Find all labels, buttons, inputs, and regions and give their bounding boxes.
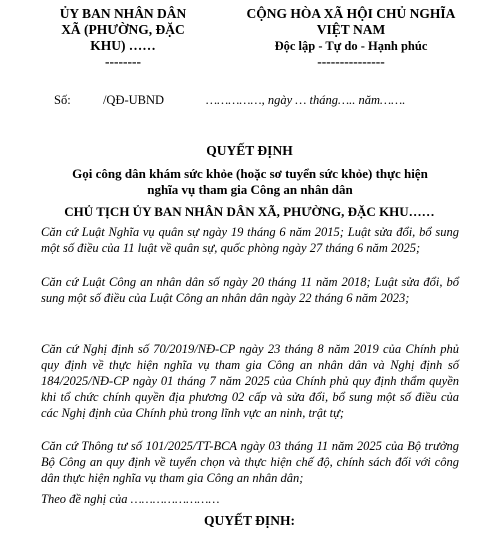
authority-line-3: KHU) …… [90,38,156,53]
legal-basis-paragraph: Căn cứ Thông tư số 101/2025/TT-BCA ngày 03 tháng 11 năm 2025 của Bộ trưởng Bộ Công an quy định về tuyển chọn và thực hiện chế độ, chính sách đối với công dân thực hiện nghĩa vụ tham gia Công an nhân dân; [41,439,459,485]
subject-line-1: Gọi công dân khám sức khỏe (hoặc sơ tuyển sức khỏe) thực hiện [72,166,428,181]
document-title: QUYẾT ĐỊNH [206,143,293,158]
authority-rule: -------- [105,54,141,69]
legal-basis-paragraph: Căn cứ Nghị định số 70/2019/NĐ-CP ngày 23 tháng 8 năm 2019 của Chính phủ quy định về thực hiện nghĩa vụ tham gia Công an nhân dân và Nghị định số 184/2025/NĐ-CP ngày 01 tháng 7 năm 2025 của Chính phủ quy định thẩm quyền khi tổ chức chính quyền địa phương 02 cấp và sửa đổi, bổ sung một số điều của các Nghị định của Chính phủ trong lĩnh vực an ninh, trật tự; [41,342,459,420]
document-subject [20,166,480,198]
legal-basis-paragraph: Căn cứ Luật Công an nhân dân số ngày 20 tháng 11 năm 2018; Luật sửa đổi, bổ sung một số điều của Luật Công an nhân dân ngày 22 tháng 6 năm 2023; [41,275,459,305]
national-motto: Độc lập - Tự do - Hạnh phúc [274,39,428,53]
authority-line-2: XÃ (PHƯỜNG, ĐẶC [61,22,185,37]
national-motto-header [210,6,492,70]
place-date-line: ……………, ngày … tháng….. năm……. [206,93,406,107]
legal-basis-paragraph: Căn cứ Luật Nghĩa vụ quân sự ngày 19 tháng 6 năm 2015; Luật sửa đổi, bổ sung một số điều của 11 luật về quân sự, quốc phòng ngày 27 tháng 6 năm 2025; [41,225,459,255]
issuing-authority-header [38,6,208,70]
authority-line-1: ỦY BAN NHÂN DÂN [59,6,187,21]
proposal-line: Theo đề nghị của …………………… [41,492,220,506]
country-name-line-1: CỘNG HÒA XÃ HỘI CHỦ NGHĨA [246,6,456,21]
country-name-line-2: VIỆT NAM [316,22,386,37]
signing-authority-heading: CHỦ TỊCH ỦY BAN NHÂN DÂN XÃ, PHƯỜNG, ĐẶC KHU…… [64,204,435,219]
document-number-label: Số: [54,93,71,107]
document-number [54,93,164,108]
decision-heading: QUYẾT ĐỊNH: [204,513,295,528]
document-number-code: /QĐ-UBND [102,93,165,107]
motto-rule: --------------- [317,54,385,69]
subject-line-2: nghĩa vụ tham gia Công an nhân dân [147,182,353,197]
